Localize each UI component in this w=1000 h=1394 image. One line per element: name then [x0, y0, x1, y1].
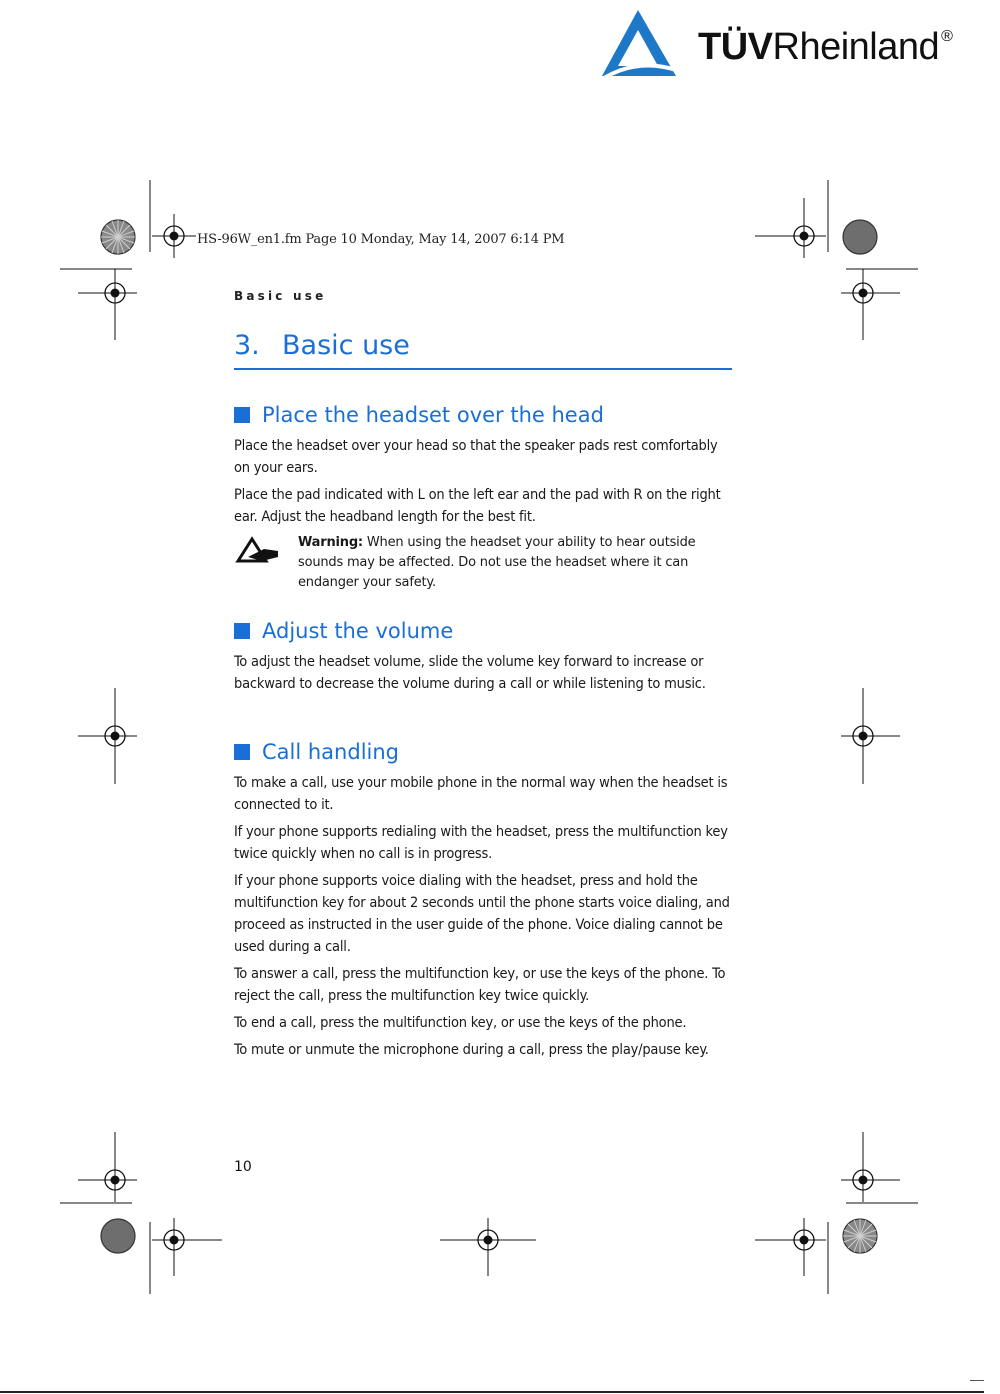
section-heading	[234, 618, 734, 645]
page-number: 10	[234, 1159, 252, 1175]
paragraph: Place the headset over your head so that the speaker pads rest comfortably on your ears.	[234, 438, 718, 477]
warning-hand-icon	[234, 535, 280, 565]
chapter-title-text: Basic use	[282, 330, 410, 361]
file-slug: HS-96W_en1.fm Page 10 Monday, May 14, 2007 6:14 PM	[197, 232, 565, 247]
logo-text-rheinland: Rheinland	[772, 26, 940, 68]
warning-text: When using the headset your ability to hear outside sounds may be affected. Do not use the headset where it can endanger your safety.	[298, 535, 696, 591]
section-heading-text: Call handling	[262, 740, 400, 764]
paragraph: If your phone supports voice dialing with the headset, press and hold the multifunction key for about 2 seconds until the phone starts voice dialing, and proceed as instructed in the user guide of the phone. Voice dialing cannot be used during a call.	[234, 873, 730, 956]
paragraph: To make a call, use your mobile phone in the normal way when the headset is connected to it.	[234, 775, 728, 814]
section-heading	[234, 402, 734, 429]
paragraph: To mute or unmute the microphone during a call, press the play/pause key.	[234, 1042, 709, 1059]
paragraph: If your phone supports redialing with the headset, press the multifunction key twice quickly when no call is in progress.	[234, 824, 728, 863]
paragraph: To end a call, press the multifunction key, or use the keys of the phone.	[234, 1015, 687, 1032]
logo-registered-mark: ®	[941, 28, 953, 45]
paragraph: To answer a call, press the multifunction key, or use the keys of the phone. To reject the call, press the multifunction key twice quickly.	[234, 966, 726, 1005]
chapter-number: 3.	[234, 330, 260, 361]
square-bullet-icon	[234, 623, 250, 639]
crop-tick	[970, 1380, 984, 1381]
section-place-headset	[234, 402, 734, 593]
paragraph: Place the pad indicated with L on the left ear and the pad with R on the right ear. Adjust the headband length for the best fit.	[234, 487, 721, 526]
section-adjust-volume	[234, 618, 734, 700]
square-bullet-icon	[234, 744, 250, 760]
section-heading-text: Adjust the volume	[262, 619, 454, 643]
running-head: Basic use	[234, 289, 327, 303]
paragraph: To adjust the headset volume, slide the volume key forward to increase or backward to decrease the volume during a call or while listening to music.	[234, 654, 706, 693]
chapter-rule	[234, 368, 732, 370]
bottom-rule	[0, 1391, 984, 1393]
warning-note	[234, 533, 734, 593]
section-heading-text: Place the headset over the head	[262, 403, 604, 427]
warning-label: Warning:	[298, 535, 363, 551]
section-call-handling	[234, 739, 734, 1066]
chapter-title	[234, 330, 732, 362]
section-heading	[234, 739, 734, 766]
logo-text-tuv: TÜV	[698, 26, 773, 68]
square-bullet-icon	[234, 407, 250, 423]
